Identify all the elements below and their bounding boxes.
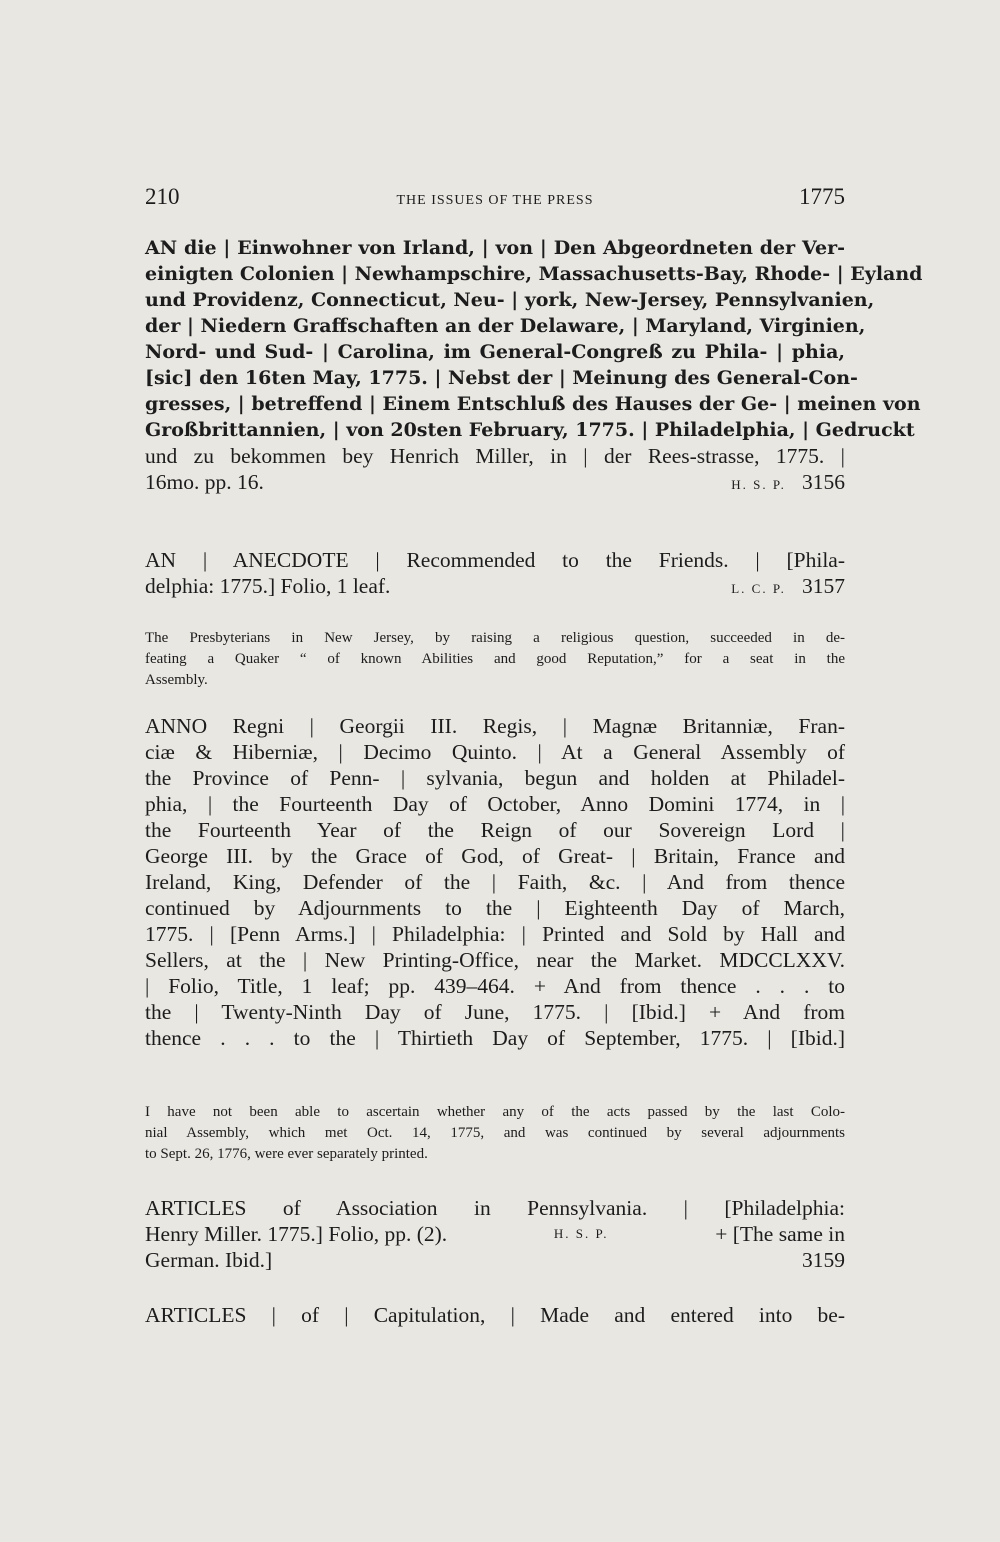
entry-number: 3159 <box>802 1248 845 1272</box>
text-line: German. Ibid.] <box>145 1248 273 1272</box>
library-code: L. C. P. <box>731 581 786 596</box>
text-line: Großbrittannien, | von 20sten February, 1775. | Philadelphia, | Gedruckt <box>145 419 915 441</box>
text-line: George III. by the Grace of God, of Great- | Britain, France and <box>145 844 845 868</box>
library-and-number <box>731 573 845 602</box>
text-line: continued by Adjournments to the | Eighteenth Day of March, <box>145 896 845 920</box>
entry-footer-line <box>145 1247 845 1273</box>
text-line: thence . . . to the | Thirtieth Day of September, 1775. | [Ibid.] <box>145 1026 845 1050</box>
text-line: 1775. | [Penn Arms.] | Philadelphia: | Printed and Sold by Hall and <box>145 922 845 946</box>
note-line: nial Assembly, which met Oct. 14, 1775, and was continued by several adjournments <box>145 1125 845 1141</box>
page-header <box>145 184 845 224</box>
entry-number: 3156 <box>802 470 845 494</box>
text-line: und zu bekommen bey Henrich Miller, in | der Rees-strasse, 1775. | <box>145 444 845 468</box>
entry-3159 <box>145 1195 845 1273</box>
note-line: Assembly. <box>145 672 208 688</box>
library-and-number <box>731 469 845 498</box>
text-line: der | Niedern Graffschaften an der Delaware, | Maryland, Virginien, <box>145 315 866 337</box>
format-pages: 16mo. pp. 16. <box>145 470 264 494</box>
entry-3158 <box>145 713 845 1051</box>
text-line: AN die | Einwohner von Irland, | von | Den Abgeordneten der Ver- <box>145 237 845 259</box>
note-line: feating a Quaker “ of known Abilities and good Reputation,” for a seat in the <box>145 651 845 667</box>
text-line: Sellers, at the | New Printing-Office, near the Market. MDCCLXXV. <box>145 948 845 972</box>
text-segment: Henry Miller. 1775.] Folio, pp. (2). <box>145 1222 448 1246</box>
library-code: H. S. P. <box>731 477 786 492</box>
entry-number: 3157 <box>802 574 845 598</box>
text-line: Ireland, King, Defender of the | Faith, &c. | And from thence <box>145 870 845 894</box>
note-line: to Sept. 26, 1776, were ever separately printed. <box>145 1146 428 1162</box>
library-code: H. S. P. <box>553 1226 609 1241</box>
text-line <box>145 1221 845 1247</box>
text-segment: + [The same in <box>715 1222 845 1246</box>
running-title: THE ISSUES OF THE PRESS <box>396 193 594 208</box>
entry-3157 <box>145 547 845 602</box>
note-line: I have not been able to ascertain whether any of the acts passed by the last Colo- <box>145 1104 845 1120</box>
entry-3156 <box>145 235 923 498</box>
header-year: 1775 <box>799 184 845 209</box>
text-line: und Providenz, Connecticut, Neu- | york, New-Jersey, Pennsylvanien, <box>145 289 875 311</box>
text-line: ARTICLES of Association in Pennsylvania. | [Philadelphia: <box>145 1196 845 1220</box>
text-line: ARTICLES | of | Capitulation, | Made and entered into be- <box>145 1303 845 1327</box>
note-3158 <box>145 1102 845 1165</box>
text-line: ciæ & Hiberniæ, | Decimo Quinto. | At a General Assembly of <box>145 740 845 764</box>
text-line: delphia: 1775.] Folio, 1 leaf. <box>145 574 391 598</box>
text-line: gresses, | betreffend | Einem Entschluß des Hauses der Ge- | meinen von <box>145 393 921 415</box>
note-line: The Presbyterians in New Jersey, by raising a religious question, succeeded in de- <box>145 630 845 646</box>
text-line: [sic] den 16ten May, 1775. | Nebst der | Meinung des General-Con- <box>145 367 858 389</box>
text-line: einigten Colonien | Newhampschire, Massachusetts-Bay, Rhode- | Eyland <box>145 263 923 285</box>
text-line: AN | ANECDOTE | Recommended to the Friends. | [Phila- <box>145 548 845 572</box>
text-line: phia, | the Fourteenth Day of October, Anno Domini 1774, in | <box>145 792 845 816</box>
text-line: the Fourteenth Year of the Reign of our Sovereign Lord | <box>145 818 845 842</box>
text-line: the | Twenty-Ninth Day of June, 1775. | [Ibid.] + And from <box>145 1000 845 1024</box>
text-line: ANNO Regni | Georgii III. Regis, | Magnæ Britanniæ, Fran- <box>145 714 845 738</box>
entry-3160 <box>145 1302 845 1328</box>
text-line: the Province of Penn- | sylvania, begun and holden at Philadel- <box>145 766 845 790</box>
text-line: Nord- und Sud- | Carolina, im General-Congreß zu Phila- | phia, <box>145 341 845 363</box>
note-3157 <box>145 628 845 691</box>
entry-footer-line <box>145 573 845 602</box>
page-number: 210 <box>145 184 180 209</box>
entry-footer-line <box>145 469 845 498</box>
text-line: | Folio, Title, 1 leaf; pp. 439–464. + And from thence . . . to <box>145 974 845 998</box>
